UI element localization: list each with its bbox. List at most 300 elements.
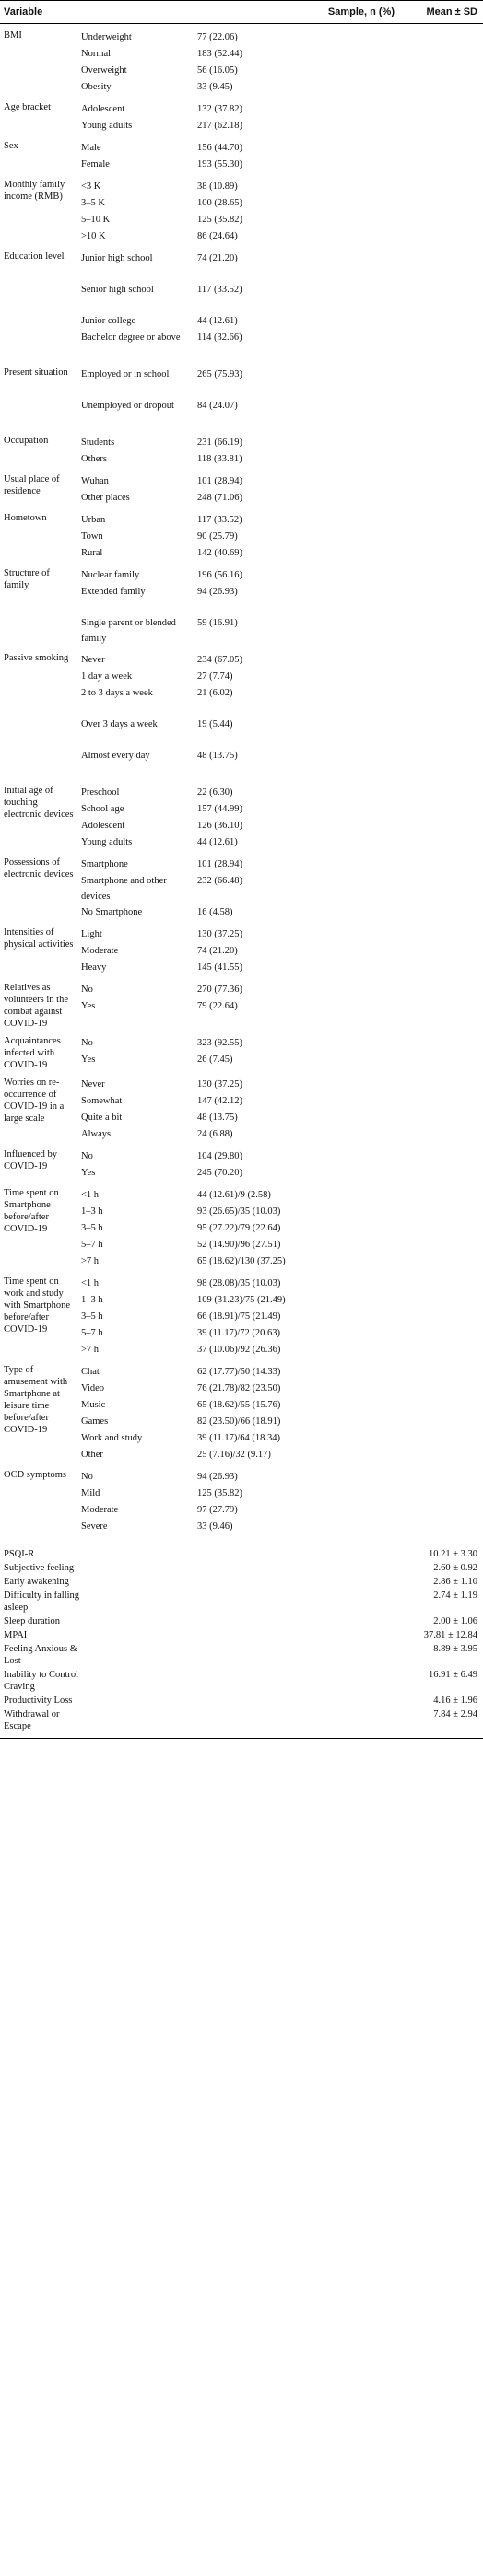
variable-group <box>0 927 483 976</box>
mean-cell <box>310 1447 407 1463</box>
summary-mean-cell: 2.74 ± 1.19 <box>433 1591 477 1601</box>
sample-cell: 94 (26.93) <box>197 1472 238 1482</box>
variable-label: Time spent on work and study with Smartphone before/after COVID-19 <box>4 1276 71 1335</box>
summary-label: Withdrawal or Escape <box>4 1709 60 1731</box>
sample-cell: 48 (13.75) <box>197 1113 238 1123</box>
sample-cell: 248 (71.06) <box>197 493 242 503</box>
variable-label: Usual place of residence <box>4 474 60 496</box>
category-cell: Other <box>81 1450 103 1460</box>
mean-cell <box>310 251 407 282</box>
summary-sample-cell <box>88 1590 354 1614</box>
category-cell: Music <box>81 1400 106 1410</box>
mean-cell <box>310 212 407 228</box>
table-row <box>76 1486 483 1502</box>
category-cell: 3–5 h <box>81 1223 103 1233</box>
category-cell: Light <box>81 929 102 939</box>
summary-row <box>0 1548 483 1560</box>
mean-cell <box>310 904 407 921</box>
mean-cell <box>310 982 407 998</box>
table-row <box>76 1325 483 1342</box>
summary-row <box>0 1615 483 1627</box>
sample-cell: 117 (33.52) <box>197 515 242 525</box>
table-row <box>76 982 483 998</box>
summary-label: Early awakening <box>4 1577 69 1587</box>
table-row <box>76 367 483 398</box>
category-cell: Smartphone and other devices <box>81 876 167 902</box>
sample-cell: 117 (33.52) <box>197 285 242 295</box>
mean-cell <box>310 1397 407 1414</box>
summary-row <box>0 1576 483 1588</box>
mean-cell <box>310 367 407 398</box>
table-row <box>76 1077 483 1093</box>
sample-cell: 156 (44.70) <box>197 143 242 153</box>
summary-sample-cell <box>88 1562 354 1574</box>
category-cell: No <box>81 1151 93 1161</box>
category-cell: Rural <box>81 548 103 558</box>
table-row <box>76 1204 483 1220</box>
table-row <box>76 118 483 134</box>
summary-sample-cell <box>88 1548 354 1560</box>
sample-cell: 147 (42.12) <box>197 1096 242 1106</box>
mean-cell <box>310 512 407 529</box>
category-cell: Young adults <box>81 837 133 847</box>
table-row <box>76 1414 483 1430</box>
variable-label: Sex <box>4 141 18 151</box>
summary-row <box>0 1708 483 1732</box>
table-row <box>76 512 483 529</box>
table-row <box>76 685 483 717</box>
variable-label: Acquaintances infected with COVID-19 <box>4 1036 61 1070</box>
summary-label: Productivity Loss <box>4 1696 73 1706</box>
sample-cell: 39 (11.17)/64 (18.34) <box>197 1433 281 1443</box>
summary-sample-cell <box>88 1708 354 1732</box>
variable-group <box>0 1469 483 1535</box>
sample-cell: 82 (23.50)/66 (18.91) <box>197 1416 281 1427</box>
table-row <box>76 282 483 313</box>
table-row <box>76 904 483 921</box>
table-row <box>76 818 483 834</box>
variable-label: Passive smoking <box>4 653 69 663</box>
sample-cell: 38 (10.89) <box>197 181 238 192</box>
table-row <box>76 1220 483 1237</box>
summary-sample-cell <box>88 1643 354 1667</box>
table-row <box>76 960 483 976</box>
category-cell: Overweight <box>81 65 127 76</box>
summary-mean-cell: 8.89 ± 3.95 <box>433 1644 477 1654</box>
sample-cell: 101 (28.94) <box>197 476 242 486</box>
mean-cell <box>310 63 407 79</box>
table-row <box>76 46 483 63</box>
mean-cell <box>310 140 407 157</box>
category-cell: Students <box>81 437 115 448</box>
mean-cell <box>310 1204 407 1220</box>
table-row <box>76 785 483 801</box>
sample-cell: 44 (12.61) <box>197 837 238 847</box>
table-row <box>76 228 483 245</box>
category-cell: No <box>81 985 93 995</box>
sample-cell: 323 (92.55) <box>197 1038 242 1048</box>
category-cell: Adolescent <box>81 821 125 831</box>
variable-label: Relatives as volunteers in the combat against COVID-19 <box>4 983 68 1029</box>
variable-label: Present situation <box>4 367 68 378</box>
summary-label: PSQI-R <box>4 1549 35 1559</box>
table-row <box>76 101 483 118</box>
mean-cell <box>310 1148 407 1165</box>
header-sample: Sample, n (%) <box>327 6 395 17</box>
summary-label: Difficulty in falling asleep <box>4 1591 80 1613</box>
sample-cell: 44 (12.61)/9 (2.58) <box>197 1190 271 1200</box>
table-row <box>76 398 483 429</box>
variable-label: Type of amusement with Smartphone at leisure time before/after COVID-19 <box>4 1365 68 1435</box>
variable-group <box>0 473 483 507</box>
category-cell: No <box>81 1472 93 1482</box>
sample-cell: 21 (6.02) <box>197 688 233 698</box>
sample-cell: 33 (9.46) <box>197 1521 233 1532</box>
sample-cell: 62 (17.77)/50 (14.33) <box>197 1367 281 1377</box>
variable-group <box>0 567 483 647</box>
sample-cell: 66 (18.91)/75 (21.49) <box>197 1311 281 1322</box>
category-cell: Young adults <box>81 121 133 131</box>
sample-cell: 98 (28.08)/35 (10.03) <box>197 1278 281 1288</box>
mean-cell <box>310 1414 407 1430</box>
variable-group <box>0 785 483 851</box>
mean-cell <box>310 1253 407 1270</box>
category-cell: Games <box>81 1416 109 1427</box>
summary-mean-cell: 7.84 ± 2.94 <box>433 1709 477 1719</box>
category-cell: School age <box>81 804 124 814</box>
category-cell: 5–7 h <box>81 1328 103 1338</box>
mean-cell <box>310 195 407 212</box>
sample-cell: 100 (28.65) <box>197 198 242 208</box>
mean-cell <box>310 330 407 361</box>
table-row <box>76 834 483 851</box>
table-row <box>76 1126 483 1143</box>
sample-cell: 79 (22.64) <box>197 1001 238 1011</box>
summary-mean-cell: 16.91 ± 6.49 <box>428 1670 477 1680</box>
variable-label: Initial age of touching electronic devices <box>4 786 74 820</box>
sample-cell: 44 (12.61) <box>197 316 238 326</box>
table-row <box>76 63 483 79</box>
sample-cell: 126 (36.10) <box>197 821 242 831</box>
category-cell: Senior high school <box>81 285 154 295</box>
summary-sample-cell <box>88 1629 354 1641</box>
mean-cell <box>310 435 407 451</box>
variable-label: Worries on re-occurrence of COVID-19 in a large scale <box>4 1078 65 1124</box>
sample-cell: 65 (18.62)/55 (15.76) <box>197 1400 281 1410</box>
mean-cell <box>310 282 407 313</box>
variable-group <box>0 652 483 779</box>
sample-cell: 39 (11.17)/72 (20.63) <box>197 1328 281 1338</box>
sample-cell: 22 (6.30) <box>197 787 233 798</box>
sample-cell: 231 (66.19) <box>197 437 242 448</box>
category-cell: Heavy <box>81 962 107 973</box>
mean-cell <box>310 584 407 615</box>
category-cell: Obesity <box>81 82 112 92</box>
category-cell: Urban <box>81 515 106 525</box>
table-body <box>0 29 483 1739</box>
category-cell: Video <box>81 1383 105 1393</box>
sample-cell: 86 (24.64) <box>197 231 238 241</box>
mean-cell <box>310 1486 407 1502</box>
variable-label: Influenced by COVID-19 <box>4 1149 58 1171</box>
category-cell: 3–5 h <box>81 1311 103 1322</box>
category-cell: Others <box>81 454 107 464</box>
variable-label: Possessions of electronic devices <box>4 857 74 880</box>
table-row <box>76 451 483 468</box>
table-row <box>76 179 483 195</box>
mean-cell <box>310 46 407 63</box>
table-row <box>76 1469 483 1486</box>
mean-cell <box>310 1110 407 1126</box>
mean-cell <box>310 451 407 468</box>
variable-label: Intensities of physical activities <box>4 927 74 950</box>
mean-cell <box>310 748 407 779</box>
table-row <box>76 615 483 647</box>
table-row <box>76 473 483 490</box>
table-row <box>76 1253 483 1270</box>
category-cell: Never <box>81 655 105 665</box>
sample-cell: 125 (35.82) <box>197 1488 242 1498</box>
variable-group <box>0 512 483 562</box>
table-row <box>76 1502 483 1519</box>
table-row <box>76 998 483 1015</box>
table-row <box>76 1292 483 1309</box>
table-row <box>76 212 483 228</box>
variable-group <box>0 140 483 173</box>
mean-cell <box>310 1220 407 1237</box>
category-cell: Moderate <box>81 946 119 956</box>
variable-label: Occupation <box>4 436 49 446</box>
category-cell: Extended family <box>81 587 146 597</box>
sample-cell: 97 (27.79) <box>197 1505 238 1515</box>
table-row <box>76 140 483 157</box>
mean-cell <box>310 398 407 429</box>
sample-cell: 217 (62.18) <box>197 121 242 131</box>
summary-row <box>0 1695 483 1707</box>
mean-cell <box>310 652 407 669</box>
mean-cell <box>310 1126 407 1143</box>
category-cell: Single parent or blended family <box>81 618 176 644</box>
table-row <box>76 1237 483 1253</box>
category-cell: Never <box>81 1079 105 1090</box>
category-cell: <1 h <box>81 1278 100 1288</box>
sample-cell: 27 (7.74) <box>197 671 233 682</box>
mean-cell <box>310 179 407 195</box>
table-row <box>76 1447 483 1463</box>
variable-group <box>0 367 483 429</box>
category-cell: Normal <box>81 49 112 59</box>
category-cell: Smartphone <box>81 859 128 869</box>
category-cell: Other places <box>81 493 130 503</box>
variable-group <box>0 435 483 468</box>
category-cell: 1 day a week <box>81 671 133 682</box>
table-row <box>76 251 483 282</box>
mean-cell <box>310 1187 407 1204</box>
category-cell: No Smartphone <box>81 907 143 917</box>
table-row <box>76 1165 483 1182</box>
sample-cell: 26 (7.45) <box>197 1055 233 1065</box>
variable-label: Monthly family income (RMB) <box>4 180 65 202</box>
category-cell: Preschool <box>81 787 120 798</box>
table-row <box>76 1276 483 1292</box>
table-row <box>76 435 483 451</box>
summary-label: Inability to Control Craving <box>4 1670 79 1692</box>
mean-cell <box>310 473 407 490</box>
table-row <box>76 669 483 685</box>
table-row <box>76 29 483 46</box>
mean-cell <box>310 717 407 748</box>
category-cell: Employed or in school <box>81 369 170 379</box>
sample-cell: 245 (70.20) <box>197 1168 242 1178</box>
table-row <box>76 1519 483 1535</box>
category-cell: >7 h <box>81 1256 100 1266</box>
mean-cell <box>310 818 407 834</box>
sample-cell: 19 (5.44) <box>197 719 233 729</box>
table-row <box>76 1110 483 1126</box>
summary-mean-cell: 2.60 ± 0.92 <box>433 1563 477 1573</box>
table-row <box>76 1052 483 1068</box>
sample-cell: 94 (26.93) <box>197 587 238 597</box>
category-cell: Junior high school <box>81 253 153 263</box>
table-row <box>76 313 483 330</box>
mean-cell <box>310 1052 407 1068</box>
sample-cell: 130 (37.25) <box>197 929 242 939</box>
category-cell: Moderate <box>81 1505 119 1515</box>
category-cell: <1 h <box>81 1190 100 1200</box>
mean-cell <box>310 943 407 960</box>
table-row <box>76 801 483 818</box>
sample-cell: 77 (22.06) <box>197 32 238 42</box>
mean-cell <box>310 118 407 134</box>
category-cell: 1–3 h <box>81 1295 103 1305</box>
mean-cell <box>310 801 407 818</box>
category-cell: Bachelor degree or above <box>81 332 181 343</box>
mean-cell <box>310 1364 407 1381</box>
table-row <box>76 873 483 904</box>
sample-cell: 265 (75.93) <box>197 369 242 379</box>
category-cell: 2 to 3 days a week <box>81 688 153 698</box>
summary-label: Feeling Anxious & Lost <box>4 1644 77 1666</box>
category-cell: Junior college <box>81 316 136 326</box>
variable-label: Structure of family <box>4 568 50 590</box>
sample-cell: 93 (26.65)/35 (10.03) <box>197 1206 281 1217</box>
variable-group <box>0 179 483 245</box>
category-cell: 3–5 K <box>81 198 105 208</box>
variable-group <box>0 1035 483 1071</box>
sample-cell: 101 (28.94) <box>197 859 242 869</box>
mean-cell <box>310 1093 407 1110</box>
sample-cell: 95 (27.22)/79 (22.64) <box>197 1223 281 1233</box>
table-row <box>76 490 483 507</box>
table-row <box>76 1148 483 1165</box>
category-cell: Quite a bit <box>81 1113 123 1123</box>
summary-sample-cell <box>88 1615 354 1627</box>
sample-cell: 37 (10.06)/92 (26.36) <box>197 1345 281 1355</box>
mean-cell <box>310 1309 407 1325</box>
sample-cell: 157 (44.99) <box>197 804 242 814</box>
summary-sample-cell <box>88 1576 354 1588</box>
sample-cell: 234 (67.05) <box>197 655 242 665</box>
variable-group <box>0 251 483 361</box>
summary-label: Subjective feeling <box>4 1563 75 1573</box>
mean-cell <box>310 1276 407 1292</box>
mean-cell <box>310 545 407 562</box>
summary-mean-cell: 2.86 ± 1.10 <box>433 1577 477 1587</box>
mean-cell <box>310 927 407 943</box>
mean-cell <box>310 857 407 873</box>
sample-cell: 270 (77.36) <box>197 985 242 995</box>
sample-cell: 56 (16.05) <box>197 65 238 76</box>
mean-cell <box>310 615 407 647</box>
table-row <box>76 748 483 779</box>
mean-cell <box>310 669 407 685</box>
sample-cell: 142 (40.69) <box>197 548 242 558</box>
variable-label: Hometown <box>4 513 47 523</box>
mean-cell <box>310 1077 407 1093</box>
header-variable: Variable <box>4 6 43 17</box>
summary-sample-cell <box>88 1695 354 1707</box>
summary-row <box>0 1629 483 1641</box>
mean-cell <box>310 1342 407 1358</box>
sample-cell: 145 (41.55) <box>197 962 242 973</box>
category-cell: Yes <box>81 1055 96 1065</box>
mean-cell <box>310 960 407 976</box>
category-cell: Adolescent <box>81 104 125 114</box>
sample-cell: 118 (33.81) <box>197 454 242 464</box>
mean-cell <box>310 157 407 173</box>
table-row <box>76 79 483 96</box>
summary-mean-cell: 4.16 ± 1.96 <box>433 1696 477 1706</box>
sample-cell: 130 (37.25) <box>197 1079 242 1090</box>
sample-cell: 74 (21.20) <box>197 253 238 263</box>
variable-group <box>0 1276 483 1358</box>
summary-row <box>0 1643 483 1667</box>
sample-cell: 132 (37.82) <box>197 104 242 114</box>
table-header <box>0 0 483 24</box>
table-row <box>76 1309 483 1325</box>
variable-group <box>0 982 483 1030</box>
category-cell: Somewhat <box>81 1096 123 1106</box>
table-row <box>76 1093 483 1110</box>
table-row <box>76 1397 483 1414</box>
table-row <box>76 1342 483 1358</box>
variable-label: OCD symptoms <box>4 1470 66 1480</box>
sample-cell: 24 (6.88) <box>197 1129 233 1139</box>
category-cell: Underweight <box>81 32 132 42</box>
mean-cell <box>310 1430 407 1447</box>
table-row <box>76 927 483 943</box>
table-row <box>76 584 483 615</box>
variable-group <box>0 1077 483 1143</box>
category-cell: <3 K <box>81 181 101 192</box>
sample-cell: 193 (55.30) <box>197 159 242 169</box>
sample-cell: 125 (35.82) <box>197 215 242 225</box>
summary-section <box>0 1548 483 1739</box>
summary-row <box>0 1562 483 1574</box>
table-row <box>76 157 483 173</box>
mean-cell <box>310 685 407 717</box>
variable-label: Education level <box>4 251 65 262</box>
mean-cell <box>310 1035 407 1052</box>
category-cell: Town <box>81 531 103 542</box>
mean-cell <box>310 785 407 801</box>
sample-cell: 48 (13.75) <box>197 751 238 761</box>
variable-group <box>0 29 483 96</box>
sample-cell: 74 (21.20) <box>197 946 238 956</box>
table-row <box>76 857 483 873</box>
summary-mean-cell: 10.21 ± 3.30 <box>428 1549 477 1559</box>
mean-cell <box>310 873 407 904</box>
